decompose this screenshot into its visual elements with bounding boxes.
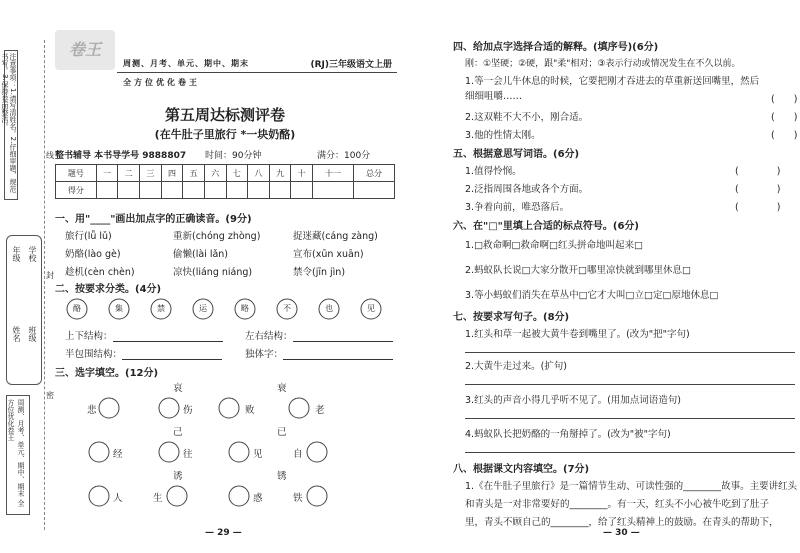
word-part: 悲 bbox=[87, 405, 97, 416]
word-part: 败 bbox=[245, 405, 255, 416]
answer-blank[interactable] bbox=[113, 341, 223, 342]
header-slogan: 全方位优化卷王 bbox=[123, 78, 200, 87]
category-label: 左右结构： bbox=[245, 328, 393, 342]
notice-box: 注意事项：1.请写清姓名。2.仔细审题，规范书写。3.保持卷面整洁。 bbox=[4, 50, 18, 200]
fill-text-line[interactable]: 里，青头不顾自己的________，给了红头精神上的鼓励。在青头的帮助下， bbox=[465, 517, 779, 528]
answer-line[interactable] bbox=[465, 384, 795, 385]
word-part: 见 bbox=[253, 449, 263, 460]
header-tags: 周测、月考、单元、期中、期末 bbox=[123, 59, 249, 68]
sentence-task: 4.蚂蚁队长把奶酪的一角掰掉了。(改为"被"字句) bbox=[465, 429, 671, 440]
brand-vertical: 周测、月考、单元、期中、期末 全方位优化卷王 bbox=[6, 395, 30, 515]
score-header: 十 bbox=[291, 165, 313, 182]
fill-blank-flower[interactable] bbox=[217, 396, 241, 420]
choice-char: 己 bbox=[173, 427, 183, 438]
pinyin-item[interactable]: 旅行(lǚ lǔ) bbox=[65, 231, 112, 242]
fill-blank-flower[interactable] bbox=[157, 440, 181, 464]
flower-icon bbox=[87, 484, 111, 508]
answer-paren[interactable]: ( ) bbox=[735, 166, 781, 177]
char-label: 见 bbox=[367, 304, 375, 313]
guide-number: 整书辅导 本书导学号 9888807 bbox=[55, 151, 187, 161]
word-part: 铁 bbox=[293, 493, 303, 504]
choice-char: 已 bbox=[277, 427, 287, 438]
score-cell[interactable] bbox=[353, 182, 394, 199]
score-table bbox=[55, 164, 395, 199]
choice-char: 衰 bbox=[277, 383, 287, 394]
answer-blank[interactable] bbox=[122, 359, 222, 360]
flower-icon bbox=[305, 440, 329, 464]
pinyin-item[interactable]: 捉迷藏(cáng zàng) bbox=[293, 231, 378, 242]
score-cell[interactable] bbox=[96, 182, 118, 199]
time-label: 时间：90分钟 bbox=[205, 151, 262, 161]
score-header: 九 bbox=[269, 165, 291, 182]
word-part: 自 bbox=[293, 449, 303, 460]
score-cell[interactable] bbox=[313, 182, 354, 199]
page-number-left: — 29 — bbox=[205, 528, 242, 538]
answer-paren[interactable]: ( ) bbox=[771, 94, 798, 105]
score-header: 题号 bbox=[56, 165, 97, 182]
pinyin-item[interactable]: 偷懒(lài lǎn) bbox=[173, 249, 229, 260]
section-1-heading: 一、用"____"画出加点字的正确读音。(9分) bbox=[55, 214, 252, 225]
class-field-label: 班级 bbox=[28, 326, 37, 342]
char-label: 酪 bbox=[73, 304, 81, 313]
category-label: 独体字： bbox=[245, 346, 393, 360]
logo: 卷王 bbox=[55, 30, 115, 70]
fill-blank-flower[interactable] bbox=[305, 440, 329, 464]
flower-icon bbox=[157, 440, 181, 464]
score-cell[interactable] bbox=[183, 182, 205, 199]
flower-icon bbox=[87, 440, 111, 464]
score-header: 三 bbox=[140, 165, 162, 182]
score-header: 十一 bbox=[313, 165, 354, 182]
fill-blank-flower[interactable] bbox=[97, 396, 121, 420]
score-header: 四 bbox=[161, 165, 183, 182]
page-title: 第五周达标测评卷 bbox=[164, 106, 285, 124]
score-label: 满分：100分 bbox=[317, 151, 371, 161]
fill-blank-flower[interactable] bbox=[227, 440, 251, 464]
score-cell[interactable] bbox=[118, 182, 140, 199]
name-field-label: 姓名 bbox=[12, 326, 21, 342]
score-header: 五 bbox=[183, 165, 205, 182]
word-part: 往 bbox=[183, 449, 193, 460]
score-cell[interactable] bbox=[140, 182, 162, 199]
choice-char: 锈 bbox=[277, 471, 287, 482]
score-value-row bbox=[56, 182, 395, 199]
question-item: 2.这双鞋不大不小，刚合适。 bbox=[465, 112, 589, 123]
answer-paren[interactable]: ( ) bbox=[771, 130, 798, 141]
section-5-heading: 五、根据意思写词语。(6分) bbox=[453, 149, 580, 160]
category-label: 半包围结构： bbox=[65, 346, 222, 360]
score-header: 总分 bbox=[353, 165, 394, 182]
answer-blank[interactable] bbox=[283, 359, 393, 360]
char-circle bbox=[191, 297, 215, 321]
question-item: 1.值得怜悯。 bbox=[465, 166, 522, 177]
score-header-row bbox=[56, 165, 395, 182]
punctuation-item[interactable]: 1.□救命啊□救命啊□红头拼命地叫起来□ bbox=[465, 240, 643, 251]
char-circle bbox=[233, 297, 257, 321]
pinyin-item[interactable]: 禁令(jīn jìn) bbox=[293, 267, 346, 278]
fill-blank-flower[interactable] bbox=[87, 484, 111, 508]
cut-char-2: 封 bbox=[46, 271, 54, 280]
score-header: 八 bbox=[248, 165, 270, 182]
word-part: 人 bbox=[113, 493, 123, 504]
score-cell[interactable] bbox=[226, 182, 248, 199]
char-label: 禁 bbox=[157, 304, 165, 313]
answer-line[interactable] bbox=[465, 352, 795, 353]
pinyin-item[interactable]: 趁机(cèn chèn) bbox=[65, 267, 135, 278]
section-2-heading: 二、按要求分类。(4分) bbox=[55, 284, 162, 295]
answer-line[interactable] bbox=[465, 418, 795, 419]
flower-icon bbox=[165, 484, 189, 508]
word-part: 老 bbox=[315, 405, 325, 416]
section-3-heading: 三、选字填空。(12分) bbox=[55, 368, 159, 379]
pinyin-item[interactable]: 宣布(xūn xuān) bbox=[293, 249, 364, 260]
flower-icon bbox=[217, 396, 241, 420]
section-4-heading: 四、给加点字选择合适的解释。(填序号)(6分) bbox=[453, 42, 659, 53]
answer-line[interactable] bbox=[465, 452, 795, 453]
flower-icon bbox=[227, 440, 251, 464]
char-circle bbox=[149, 297, 173, 321]
punctuation-item[interactable]: 3.等小蚂蚁们消失在草丛中□它才大叫□立□定□原地休息□ bbox=[465, 290, 719, 301]
flower-icon bbox=[97, 396, 121, 420]
flower-icon bbox=[227, 484, 251, 508]
answer-blank[interactable] bbox=[293, 341, 393, 342]
answer-paren[interactable]: ( ) bbox=[735, 202, 781, 213]
char-label: 集 bbox=[115, 304, 123, 313]
binding-sidebar bbox=[0, 40, 45, 520]
score-row-label: 得分 bbox=[56, 182, 97, 199]
char-label: 也 bbox=[325, 304, 333, 313]
question-item: 2.泛指周围各地或各个方面。 bbox=[465, 184, 589, 195]
fill-blank-flower[interactable] bbox=[305, 484, 329, 508]
score-cell[interactable] bbox=[248, 182, 270, 199]
sentence-task: 1.红头和草一起被大黄牛卷到嘴里了。(改为"把"字句) bbox=[465, 329, 690, 340]
page-subtitle: (在牛肚子里旅行 *一块奶酪) bbox=[154, 128, 296, 141]
word-part: 生 bbox=[153, 493, 163, 504]
char-circle bbox=[107, 297, 131, 321]
question-item: 3.争着向前，唯恐落后。 bbox=[465, 202, 570, 213]
score-header: 一 bbox=[96, 165, 118, 182]
word-part: 经 bbox=[113, 449, 123, 460]
fill-blank-flower[interactable] bbox=[157, 396, 181, 420]
definition-intro: 刚：①坚硬；②硬，跟"柔"相对；③表示行动或情况发生在不久以前。 bbox=[465, 59, 741, 69]
flower-icon bbox=[287, 396, 311, 420]
char-circle bbox=[65, 297, 89, 321]
cut-char-1: 线 bbox=[46, 151, 54, 160]
fill-blank-flower[interactable] bbox=[165, 484, 189, 508]
choice-char: 诱 bbox=[173, 471, 183, 482]
score-header: 六 bbox=[204, 165, 226, 182]
flower-icon bbox=[157, 396, 181, 420]
question-item: 1.等一会儿牛休息的时候，它要把刚才吞进去的草重新送回嘴里，然后细细咀嚼…… bbox=[465, 76, 760, 102]
word-part: 伤 bbox=[183, 405, 193, 416]
section-8-heading: 八、根据课文内容填空。(7分) bbox=[453, 464, 590, 475]
word-part: 惑 bbox=[253, 493, 263, 504]
sentence-task: 2.大黄牛走过来。(扩句) bbox=[465, 361, 567, 372]
char-circle bbox=[275, 297, 299, 321]
char-label: 不 bbox=[283, 304, 291, 313]
score-cell[interactable] bbox=[269, 182, 291, 199]
fill-text-line[interactable]: 1.《在牛肚子里旅行》是一篇情节生动、可读性强的________故事。主要讲红头 bbox=[465, 481, 798, 492]
flower-icon bbox=[305, 484, 329, 508]
fill-blank-flower[interactable] bbox=[287, 396, 311, 420]
char-label: 略 bbox=[241, 304, 249, 313]
pinyin-item[interactable]: 重新(chóng zhòng) bbox=[173, 231, 261, 242]
char-circle bbox=[317, 297, 341, 321]
score-header: 七 bbox=[226, 165, 248, 182]
question-item: 3.他的性情太刚。 bbox=[465, 130, 541, 141]
grade-label: (RJ)三年级语文上册 bbox=[310, 60, 392, 70]
pinyin-item[interactable]: 凉快(liáng niáng) bbox=[173, 267, 253, 278]
cut-char-3: 密 bbox=[46, 391, 54, 400]
fill-blank-flower[interactable] bbox=[227, 484, 251, 508]
punctuation-item[interactable]: 2.蚂蚁队长说□大家分散开□哪里凉快就到哪里休息□ bbox=[465, 265, 691, 276]
pinyin-item[interactable]: 奶酪(lào gè) bbox=[65, 249, 121, 260]
fill-blank-flower[interactable] bbox=[87, 440, 111, 464]
sentence-task: 3.红头的声音小得几乎听不见了。(用加点词语造句) bbox=[465, 395, 681, 406]
student-info-box bbox=[6, 235, 42, 385]
section-6-heading: 六、在"□"里填上合适的标点符号。(6分) bbox=[453, 221, 639, 232]
char-label: 运 bbox=[199, 304, 207, 313]
category-label: 上下结构： bbox=[65, 328, 223, 342]
fill-text-line[interactable]: 和青头是一对非常要好的________。有一天，红头不小心被牛吃到了肚子 bbox=[465, 499, 770, 510]
score-cell[interactable] bbox=[204, 182, 226, 199]
score-cell[interactable] bbox=[161, 182, 183, 199]
section-7-heading: 七、按要求写句子。(8分) bbox=[453, 312, 570, 323]
page-number-right: — 30 — bbox=[603, 528, 640, 538]
score-cell[interactable] bbox=[291, 182, 313, 199]
choice-char: 哀 bbox=[173, 383, 183, 394]
grade-field-label: 年级 bbox=[12, 246, 21, 262]
answer-paren[interactable]: ( ) bbox=[735, 184, 781, 195]
header-rule bbox=[117, 72, 397, 73]
char-circle bbox=[359, 297, 383, 321]
school-field-label: 学校 bbox=[28, 246, 37, 262]
score-header: 二 bbox=[118, 165, 140, 182]
answer-paren[interactable]: ( ) bbox=[771, 112, 798, 123]
cut-line bbox=[44, 40, 45, 530]
